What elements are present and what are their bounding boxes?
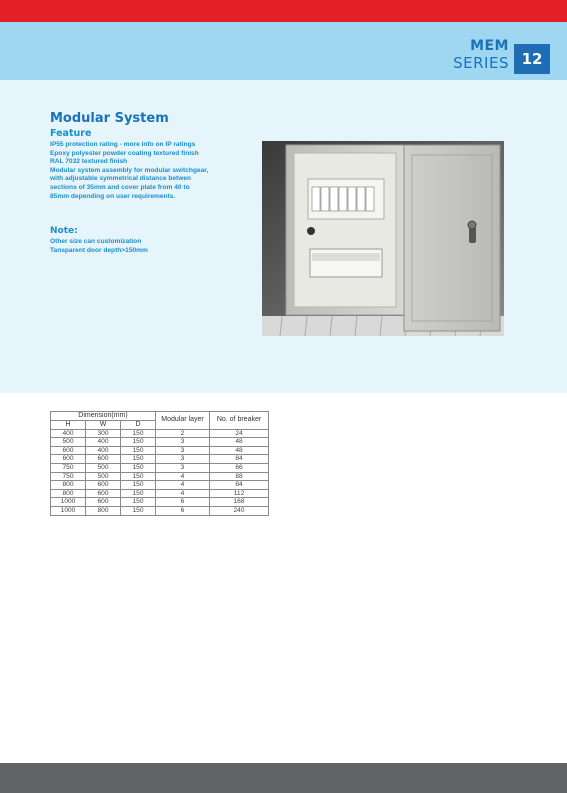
cell-modular-layer: 6 [156, 506, 210, 515]
cell-h: 800 [51, 481, 86, 490]
cell-d: 150 [121, 498, 156, 507]
series-label: SERIES [453, 54, 509, 72]
feature-item: with adjustable symmetrical distance betwen [50, 175, 192, 183]
cell-breakers: 66 [210, 463, 269, 472]
cell-w: 600 [86, 489, 121, 498]
page-number-badge: 12 [514, 44, 550, 74]
feature-item: sections of 35mm and cover plate from 40 to [50, 183, 190, 191]
breaker-count-header: No. of breaker [210, 412, 269, 430]
cell-breakers: 240 [210, 506, 269, 515]
cell-h: 1000 [51, 506, 86, 515]
note-list [50, 238, 148, 255]
footer-band [0, 763, 567, 793]
cell-h: 1000 [51, 498, 86, 507]
cell-breakers: 48 [210, 438, 269, 447]
note-item: Tansparent door depth>150mm [50, 246, 148, 254]
cell-d: 150 [121, 463, 156, 472]
cell-modular-layer: 4 [156, 489, 210, 498]
cell-modular-layer: 3 [156, 438, 210, 447]
table-row [51, 446, 269, 455]
modular-layer-header: Modular layer [156, 412, 210, 430]
table-row [51, 481, 269, 490]
dimension-table [50, 411, 269, 516]
cell-h: 750 [51, 463, 86, 472]
dimension-group-header: Dimension(mm) [51, 412, 156, 421]
cell-d: 150 [121, 489, 156, 498]
cell-h: 400 [51, 429, 86, 438]
cell-w: 400 [86, 438, 121, 447]
cell-w: 600 [86, 481, 121, 490]
cell-d: 150 [121, 438, 156, 447]
cell-modular-layer: 6 [156, 498, 210, 507]
table-row [51, 438, 269, 447]
table-row [51, 472, 269, 481]
cell-breakers: 112 [210, 489, 269, 498]
height-header: H [51, 421, 86, 430]
feature-item: Modular system assembly for modular switchgear, [50, 166, 209, 174]
cell-h: 500 [51, 438, 86, 447]
top-red-band [0, 0, 567, 22]
page-title: Modular System [50, 111, 169, 126]
cell-modular-layer: 3 [156, 446, 210, 455]
table-row [51, 429, 269, 438]
cell-breakers: 168 [210, 498, 269, 507]
cell-d: 150 [121, 446, 156, 455]
cell-w: 500 [86, 472, 121, 481]
cell-breakers: 24 [210, 429, 269, 438]
cell-modular-layer: 3 [156, 463, 210, 472]
cell-d: 150 [121, 429, 156, 438]
cell-w: 400 [86, 446, 121, 455]
table-row [51, 455, 269, 464]
cell-modular-layer: 4 [156, 472, 210, 481]
cell-d: 150 [121, 455, 156, 464]
cell-modular-layer: 4 [156, 481, 210, 490]
cabinet-photo [262, 141, 504, 336]
cell-w: 800 [86, 506, 121, 515]
feature-heading: Feature [50, 128, 92, 139]
table-row [51, 463, 269, 472]
feature-item: Epoxy polyester powder coating textured finish [50, 149, 199, 157]
cell-h: 750 [51, 472, 86, 481]
note-heading: Note: [50, 226, 78, 236]
cell-h: 800 [51, 489, 86, 498]
table-row [51, 506, 269, 515]
cell-w: 500 [86, 463, 121, 472]
cell-breakers: 84 [210, 455, 269, 464]
cell-w: 600 [86, 498, 121, 507]
feature-item: RAL 7032 textured finish [50, 158, 128, 166]
cell-h: 600 [51, 446, 86, 455]
cell-modular-layer: 3 [156, 455, 210, 464]
series-brand: MEM [470, 38, 509, 54]
cell-modular-layer: 2 [156, 429, 210, 438]
cell-w: 300 [86, 429, 121, 438]
cell-h: 600 [51, 455, 86, 464]
note-item: Other size can customization [50, 238, 142, 245]
cell-d: 150 [121, 472, 156, 481]
feature-list [50, 141, 260, 201]
table-row [51, 489, 269, 498]
cell-breakers: 84 [210, 481, 269, 490]
width-header: W [86, 421, 121, 430]
cell-d: 150 [121, 481, 156, 490]
feature-item: 85mm depending on user requirements. [50, 192, 176, 200]
feature-item: IP55 protection rating - more info on IP ratings [50, 141, 196, 148]
cell-breakers: 48 [210, 446, 269, 455]
depth-header: D [121, 421, 156, 430]
cell-breakers: 88 [210, 472, 269, 481]
cell-w: 600 [86, 455, 121, 464]
cell-d: 150 [121, 506, 156, 515]
table-row [51, 498, 269, 507]
